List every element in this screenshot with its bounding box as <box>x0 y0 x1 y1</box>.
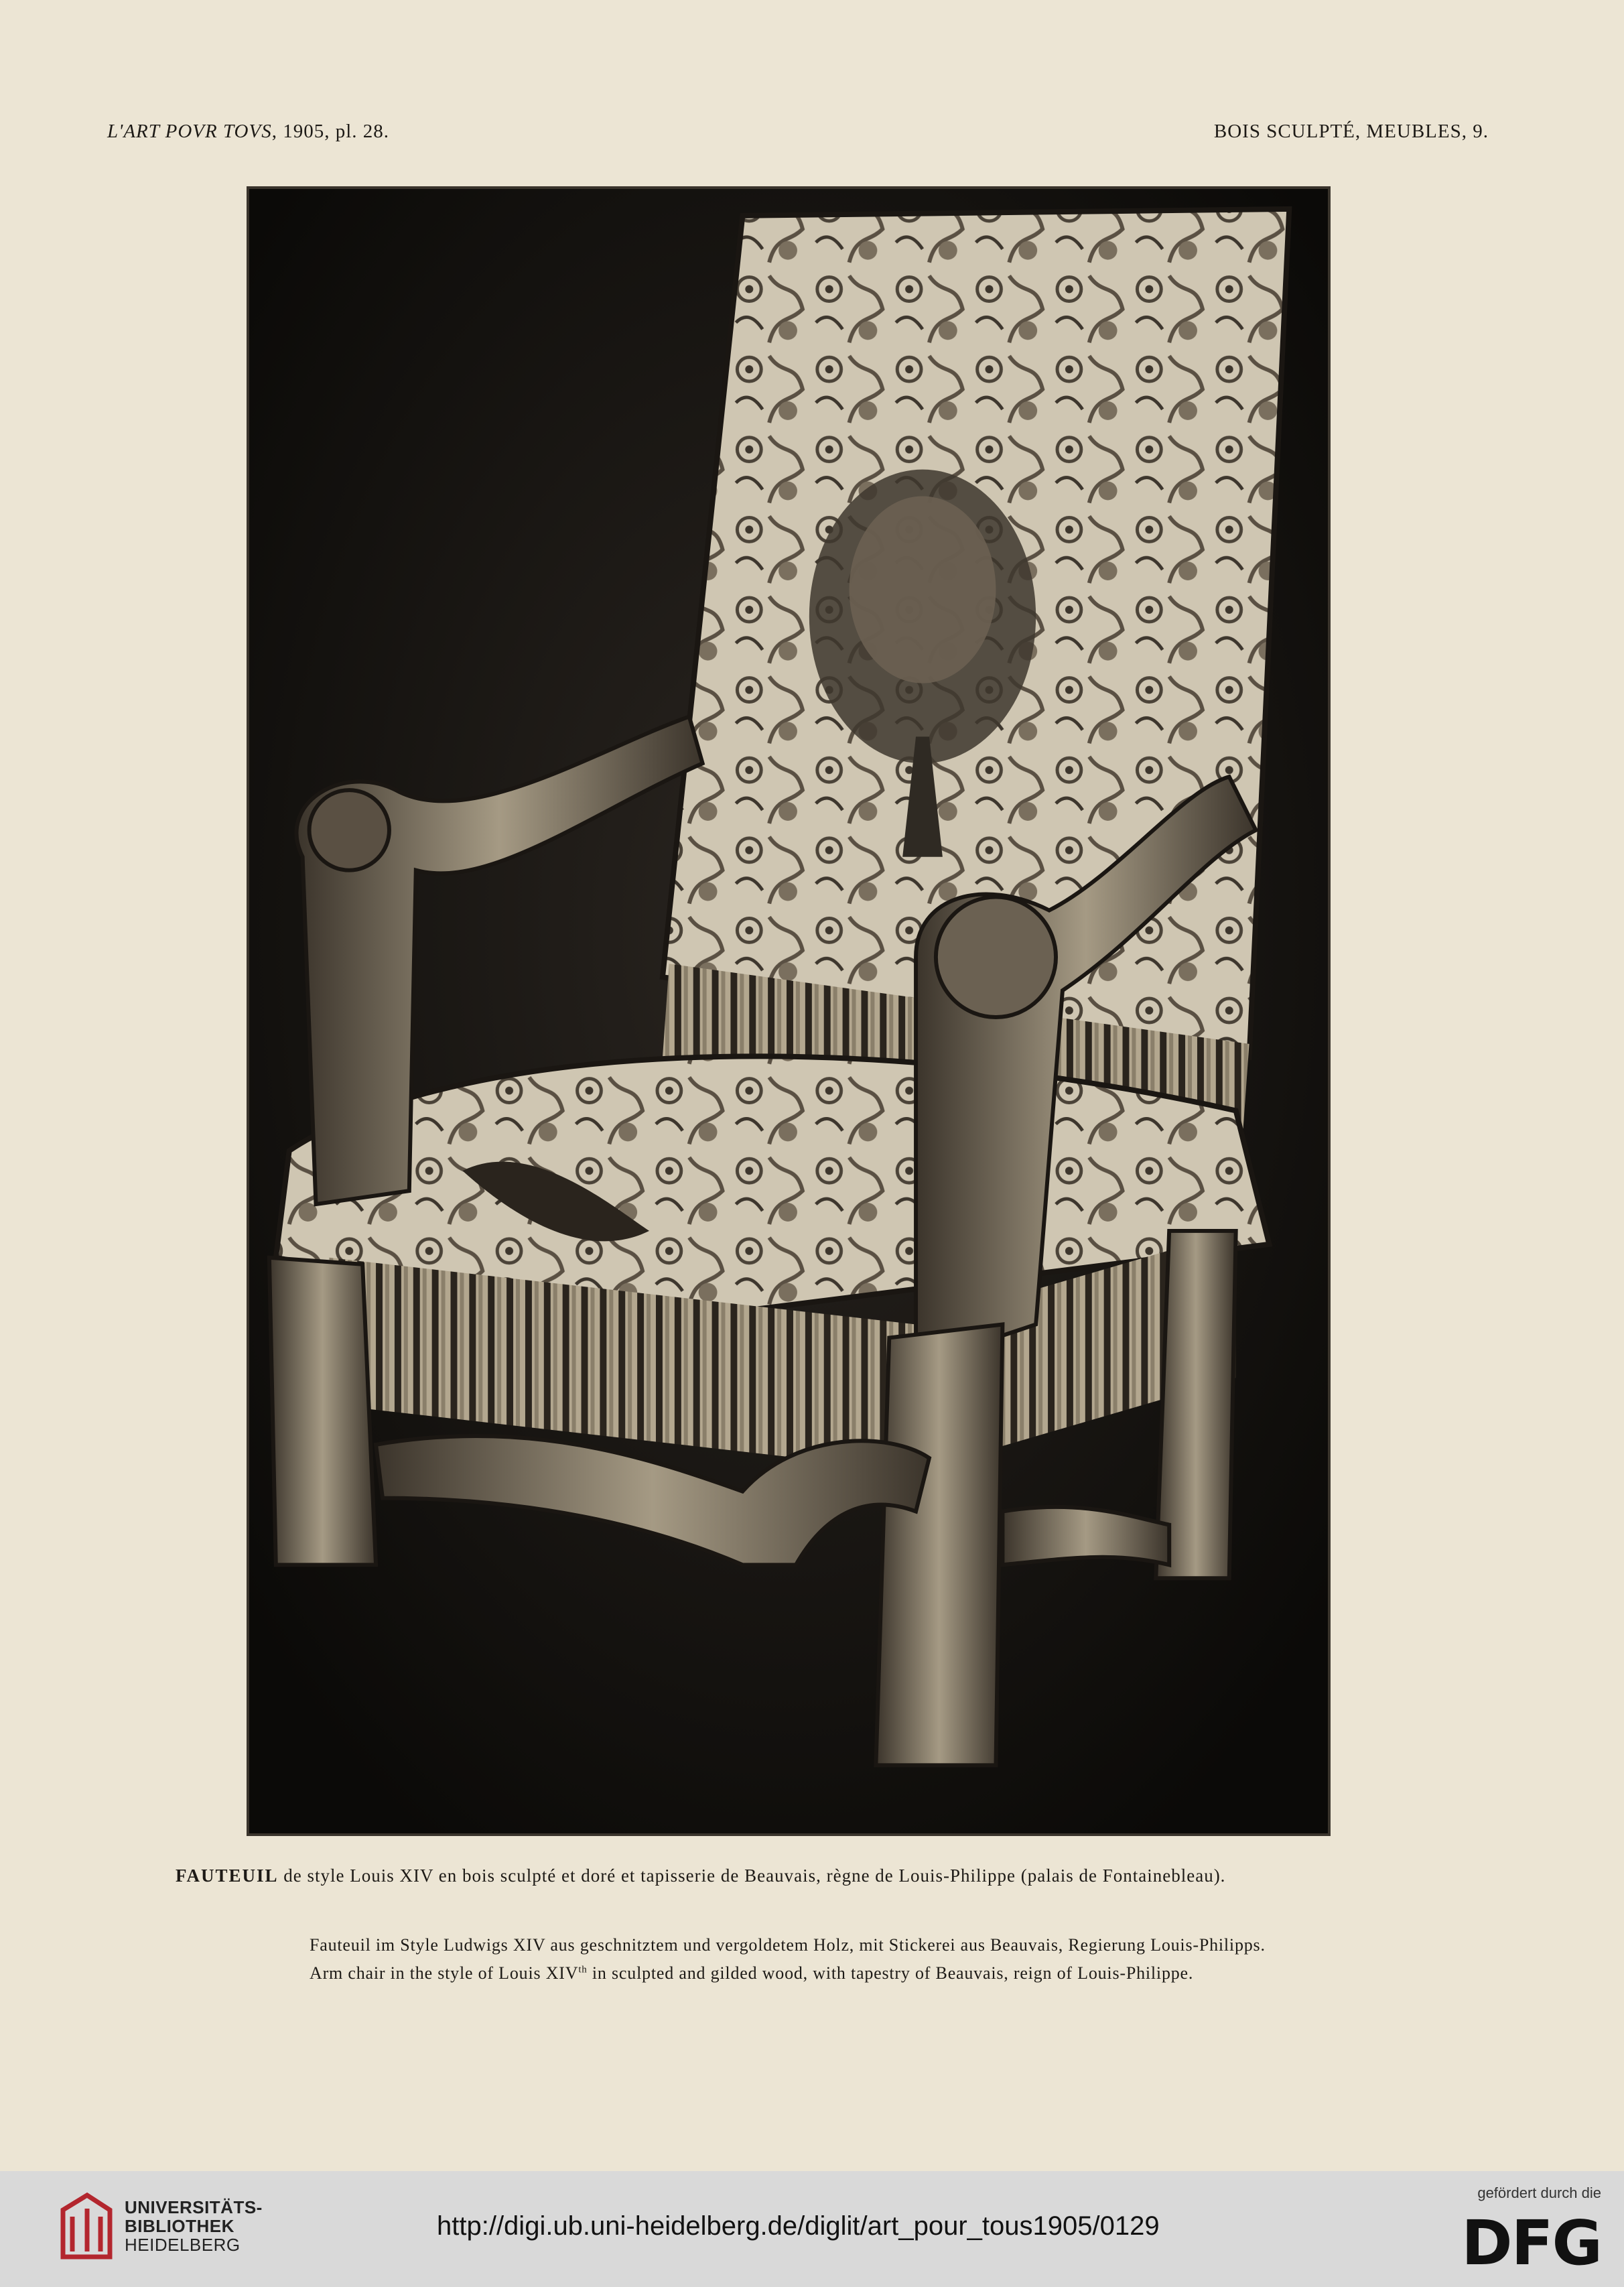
caption-english-sup: th <box>578 1964 588 1975</box>
permalink-url[interactable]: http://digi.ub.uni-heidelberg.de/diglit/art_pour_tous1905/0129 <box>437 2211 1160 2241</box>
running-header-left <box>107 121 389 143</box>
caption-lead: FAUTEUIL <box>176 1866 279 1886</box>
library-name-line1: UNIVERSITÄTS- <box>125 2197 263 2217</box>
chair-photograph <box>247 186 1331 1836</box>
publication-plate: , 1905, pl. 28. <box>271 121 390 142</box>
caption-french <box>176 1866 1225 1886</box>
footer-bar <box>0 2171 1624 2287</box>
caption-english-part1: Arm chair in the style of Louis XIV <box>310 1963 579 1983</box>
dfg-logo: DFG <box>1461 2207 1601 2279</box>
caption-french-text: de style Louis XIV en bois sculpté et doré et tapisserie de Beauvais, règne de Louis-Philippe (palais de Fontainebleau). <box>278 1866 1226 1886</box>
caption-english-part2: in sculpted and gilded wood, with tapestry of Beauvais, reign of Louis-Philippe. <box>587 1963 1194 1983</box>
chair-illustration <box>249 189 1328 1833</box>
funding-label: gefördert durch die <box>1477 2184 1601 2201</box>
running-header-right: BOIS SCULPTÉ, MEUBLES, 9. <box>1213 121 1489 142</box>
library-name <box>125 2198 263 2254</box>
library-name-line2: BIBLIOTHEK <box>125 2216 234 2236</box>
university-library-logo <box>58 2190 115 2262</box>
caption-german: Fauteuil im Style Ludwigs XIV aus geschnitztem und vergoldetem Holz, mit Stickerei aus Beauvais, Regierung Louis-Philipps. <box>310 1935 1266 1955</box>
caption-english <box>310 1963 1193 1983</box>
library-name-line3: HEIDELBERG <box>125 2235 241 2255</box>
publication-title: L'ART POVR TOVS <box>107 121 272 142</box>
